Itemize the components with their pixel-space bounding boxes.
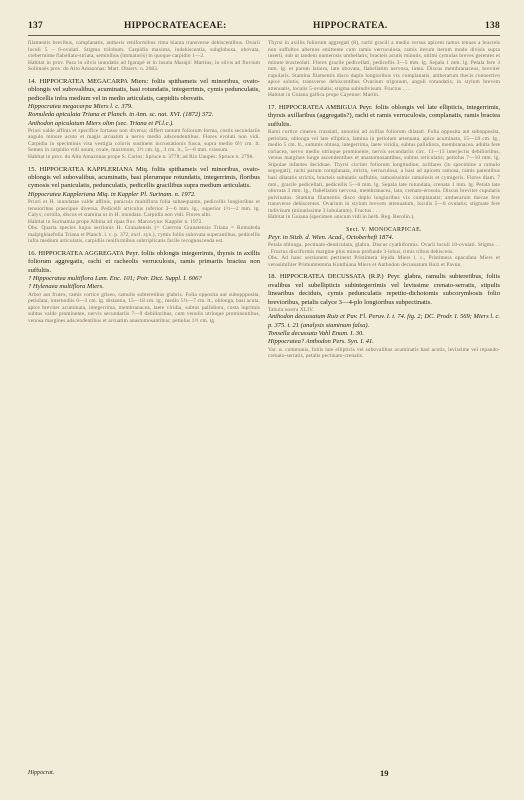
synonym-line: ? Hippocratea multiflora Lam. Enc. 101; Poir. Dict. Suppl. I. 606? xyxy=(28,275,202,283)
synonym-line: Anthodon apiculatum Miers olim (sec. Triana et Pl.l.c.). xyxy=(28,119,174,127)
section-title: Sect. V. MONOCARPICAE. xyxy=(346,226,422,233)
body-paragraph: filamentis brevibus, complanatis, antheris reniformibus rima bianta transverse dehiscentibus. Ovarii loculi 5 – 6-ovulati. Stigma trilobum. Carpidia maxima, indehiscentia, subglobosa, obovata, crebermime flabellato-striata, seminibus (immaturis) in quoque carpidio 1—2. xyxy=(28,40,260,60)
body-paragraph: Petala oblonga, pectinato-denticulata, glabra. Discus cyathiformis. Ovarii loculi 10-ovulati. Stigma . . . Fructus disciformis margine plus minus profunde 3-lobus, rimis tribus dehiscens. xyxy=(268,242,500,255)
synonym-line: Hippocratea megacarpa Miers l. c. 379. xyxy=(28,102,133,110)
synonym-line: ? Hylenaea multiflora Miers. xyxy=(28,283,104,291)
body-paragraph: Habitat in prov. do Alto Amazonas prope S. Carlos: Spruce n. 3778; ad Rio Uaupés: Spruce n. 2796. xyxy=(28,154,254,161)
left-column xyxy=(28,40,260,324)
header-rule xyxy=(28,35,500,36)
body-paragraph: Habitat in prov. Para in silvis inundatis ad Igarapé et in insula Marajó: Martius; in silvis ad fluvium Solimoës prov. do Alto Amazonas: Mart. Observ. n. 2683. xyxy=(28,59,260,73)
right-column xyxy=(268,40,500,360)
synonym-line: Hippocratea? Anthodon Pers. Syn. I. 41. xyxy=(268,338,374,346)
running-title-left: HIPPOCRATEACEAE: xyxy=(124,21,227,31)
body-paragraph: Obs. Ad hanc sectionem pertinent Pristimera lépida Miers l. c., Pristimera opaculata Miers et verosimiliter Primumtemma Kunthiana Miers et Anthodon decussatum Ruiz et Pavon. xyxy=(268,255,500,268)
running-header xyxy=(28,21,500,35)
running-title-right: HIPPOCRATEA. xyxy=(313,21,388,31)
body-paragraph: Arbor aut frutex, ramis cortice griseo, ramulis subteretibus glabris. Folia opposita aut suboppposita, petiolata, internodiis 6—3 cm. lg. distantia, 15—18 cm. lg., medio 5½—7 cm. lt., oblonga, basi acuta, apice breviter acuminata, integerrima, membranacea, laete viridia, subtus pallidiora, costa inprimis subtus valde prominente, nervis secundariis 7—9 debilioribus, cum venulis utrinque prominentibus, venosa margines adscendentibus et arcuatim anastomosantibus; petiolus 1½ cm. lg. xyxy=(28,291,260,324)
footer-signature: Hippocrat. xyxy=(28,770,55,776)
species-heading: 14. HIPPOCRATEA MEGACARPA Miers: foliis spithameis vel minoribus, ovato-oblongis vel subovalibus, acuminatis, basi rotundatis, integerrimis, cymis pedunculatis, pedicellis infra medium vel in medio articulatis, carpidiis obovatis. xyxy=(28,77,260,102)
body-paragraph: Obs. Quarta species hujus sectionis H. Granatensis (= Cuervea Granatensis Triana = Romuleda malpighiaefolia Triana et Planch. l. c. p. 372, excl. syn.), cymis foliis subovata superantibus, pedicellis infra medium articulatis, carpidiis reniformibus subtriplicatis facile recognoscenda est. xyxy=(28,225,260,245)
species-heading: 18. HIPPOCRATEA DECUSSATA (R.P.) Peyr. glabra, ramulis subteretibus, foliis ovalibus vel subellipticis subintegerrimis vel levissime crenato-serratis, stipulis linearibus deciduis, cymis pedunculatis repetito-dichotomis subcorymbosis folio brevioribus, petalis calyce 3—4-plo longioribus subpectinatis. xyxy=(268,273,500,306)
page-number-left: 137 xyxy=(28,21,43,31)
body-paragraph: Tabula nostra XLIV. xyxy=(268,306,314,313)
synonym-line: Romuleda apiculata Triana et Planch. in Ann. sc. nat. XVI. (1872) 372. xyxy=(28,111,214,119)
body-paragraph: Habitat in Guiana (specimen unicum vidi in herb. Reg. Berolin.). xyxy=(268,214,415,221)
synonym-line: Hippocratea Kappleriana Miq. in Kappler Pl. Surinam. n. 1972. xyxy=(28,190,196,198)
body-paragraph: Priori et H. inundatae valde affinis, panicula multiflora folia subaequante, pedicellis longioribus et tenuioribus praecipue diversa. Pedicelli articulus inferior 3—6 mm. lg., superior 1½—2 mm. lg. Calyx, corolla, discus et stamina ut in H. inundata. Carpidia non vidi. Flores albi. xyxy=(28,199,260,219)
species-heading: 15. HIPPOCRATEA KAPPLERIANA Miq. foliis spithameis vel minoribus, ovato-oblongis vel subovalibus, acuminatis, basi plerumque rotundatis, integerrimis, floribus cymosis vel paniculatis, pedunculatis, pedicellis gracilibus supra medium articulatis. xyxy=(28,165,260,190)
species-heading: 16. HIPPOCRATEA AGGREGATA Peyr. foliis oblongis integerrimis, thyrsis in axillis foliorum aggregatis, rachi et racheolis verruculosis, ramis primariis bractea non suffultis. xyxy=(28,249,260,274)
synonym-line: Peyr. in Sitzb. d. Wien. Acad., Octoberheft 1874. xyxy=(268,233,394,241)
synonym-line: Tonsella decussata Vahl Enum. I. 30. xyxy=(268,330,364,338)
body-paragraph: Priori valde affinis et specifice fortasse non diversa; differt tantum foliorum forma, costis secundariis angulo minore acuto et magis arcuatim a nervo medio adscendentibus. Flores evoluti non vidi. Carpidia in speciminis visa vestigia coloris sustinent incrustationis fusca, supra medio 6½ cm. lt. Semen in carpidio vidi unum, ovale, maximum, 3½ cm. lg., 3 cm. lt., 5—6 mm. crassum. xyxy=(28,127,260,154)
body-paragraph: Habitat in Surinamia prope Albina ad ripas fluv. Marowyne: Kappler n. 1972. xyxy=(28,218,203,225)
body-paragraph: Thyrsi in axillis foliorum aggregati (8), rachi gracili a medio versus apicem ramos tenues a bracteis non suffultos alternos emittente cum ramis verruculosa, ramis iterum iterum modo divisis supra inserti, sub ut tandem numerosis umbellatis; bracteis acutis minutis, ultimi cymulas breves gerentes et minute bracteolati. Flores gracile pedicellati, pedicellis 3—5 mm. lg. Sepala 1 mm. lg. Petala fere 3 mm. lg. et parum latiora, late obovata, flabellatim nervosa, lutea. Discus membranaceus, breviter cupularis. Stamina filamentis disco duplo longioribus vix complanatis, antherarum thecis connectivo apice solutis, transverse dehiscentibus Ovarium trigonum, anguli rotundatis; in stylum brevem attenuatis, loculis 5-ovulatis; stigma subindivisum. Fructus . . . xyxy=(268,40,500,92)
synonym-line: Anthodon decussatum Ruiz et Pav. Fl. Peruv. I. t. 74. fig. 2; DC. Prodr. I. 569; Miers l. c. p. 375. t. 21 (analysis staminum falsa). xyxy=(268,313,500,329)
body-paragraph: Rami cortice cinereo crassiuti, annotini ad axillas foliorum dilatati. Folia opposita aut subopposita, petiolata, oblonga vel late elliptica, lamina in petiolum attenuata, apice acuminata, 15—18 cm. lg., medio 5 cm. lt., summis obtusa, integerrima, laete viridia, subtus pallidiora, membranacea, adulta fere coriacea, nervo medio utrinque prominente, nervis secundariis circ. 11—13 interjectis debilioribus, versus margines longe ascendentibus et anastomosantibus, subtus reticulatis; petiolus 7—10 mm. lg. Stipulae infantes deciduae. Thyrsi circiter foliorum longitudine, axillares (in specimine a ramulo segregati), rachi parum complanata, stricta, verruculosa, a basi ad apicem ramosa, ramis patentibus basi dilatatis strictis, bracteis subulatis suffultis, ramosissimis ramulosis et cymigeris. Flores diam. 7 mm., gracile pedicellati, pedicellis 5—6 mm. lg. Sepala late rotundata, crenata 1 mm. lg. Petala late obovata 3 mm. lg., flabellatim nervosa, membranacea, lata, crenato-erosula. Discus breviter cupularis pulvinatus. Stamina filamentis disco duplo longioribus vix complanatis; antherarum thecae fere transverse dehiscentes. Ovarium in stylum brevem attenuatum, loculis 5—6 ovulatis; stigmate fere indivisum (minutissime 3 lobulatum). Fructus . . . xyxy=(268,129,500,214)
species-heading: 17. HIPPOCRATEA AMBIGUA Peyr. foliis oblongis vel late ellipticis, integerrimis, thyrsis axillaribus (aggregatis?), rachi et ramis verruculosis, complanatis, ramis bractea suffultis. xyxy=(268,103,500,128)
body-paragraph: Habitat in Guiana gallica prope Cayenne: Martin. xyxy=(268,92,380,99)
page-number-right: 138 xyxy=(485,21,500,31)
footer-sheet-number: 19 xyxy=(380,768,389,778)
body-paragraph: Var. α. communis, foliis late ellipticis vel subovalibus acuminatis basi acutis, levissime vel repando-crenato-serratis, petalis pectinato-crenatis. xyxy=(268,346,500,360)
